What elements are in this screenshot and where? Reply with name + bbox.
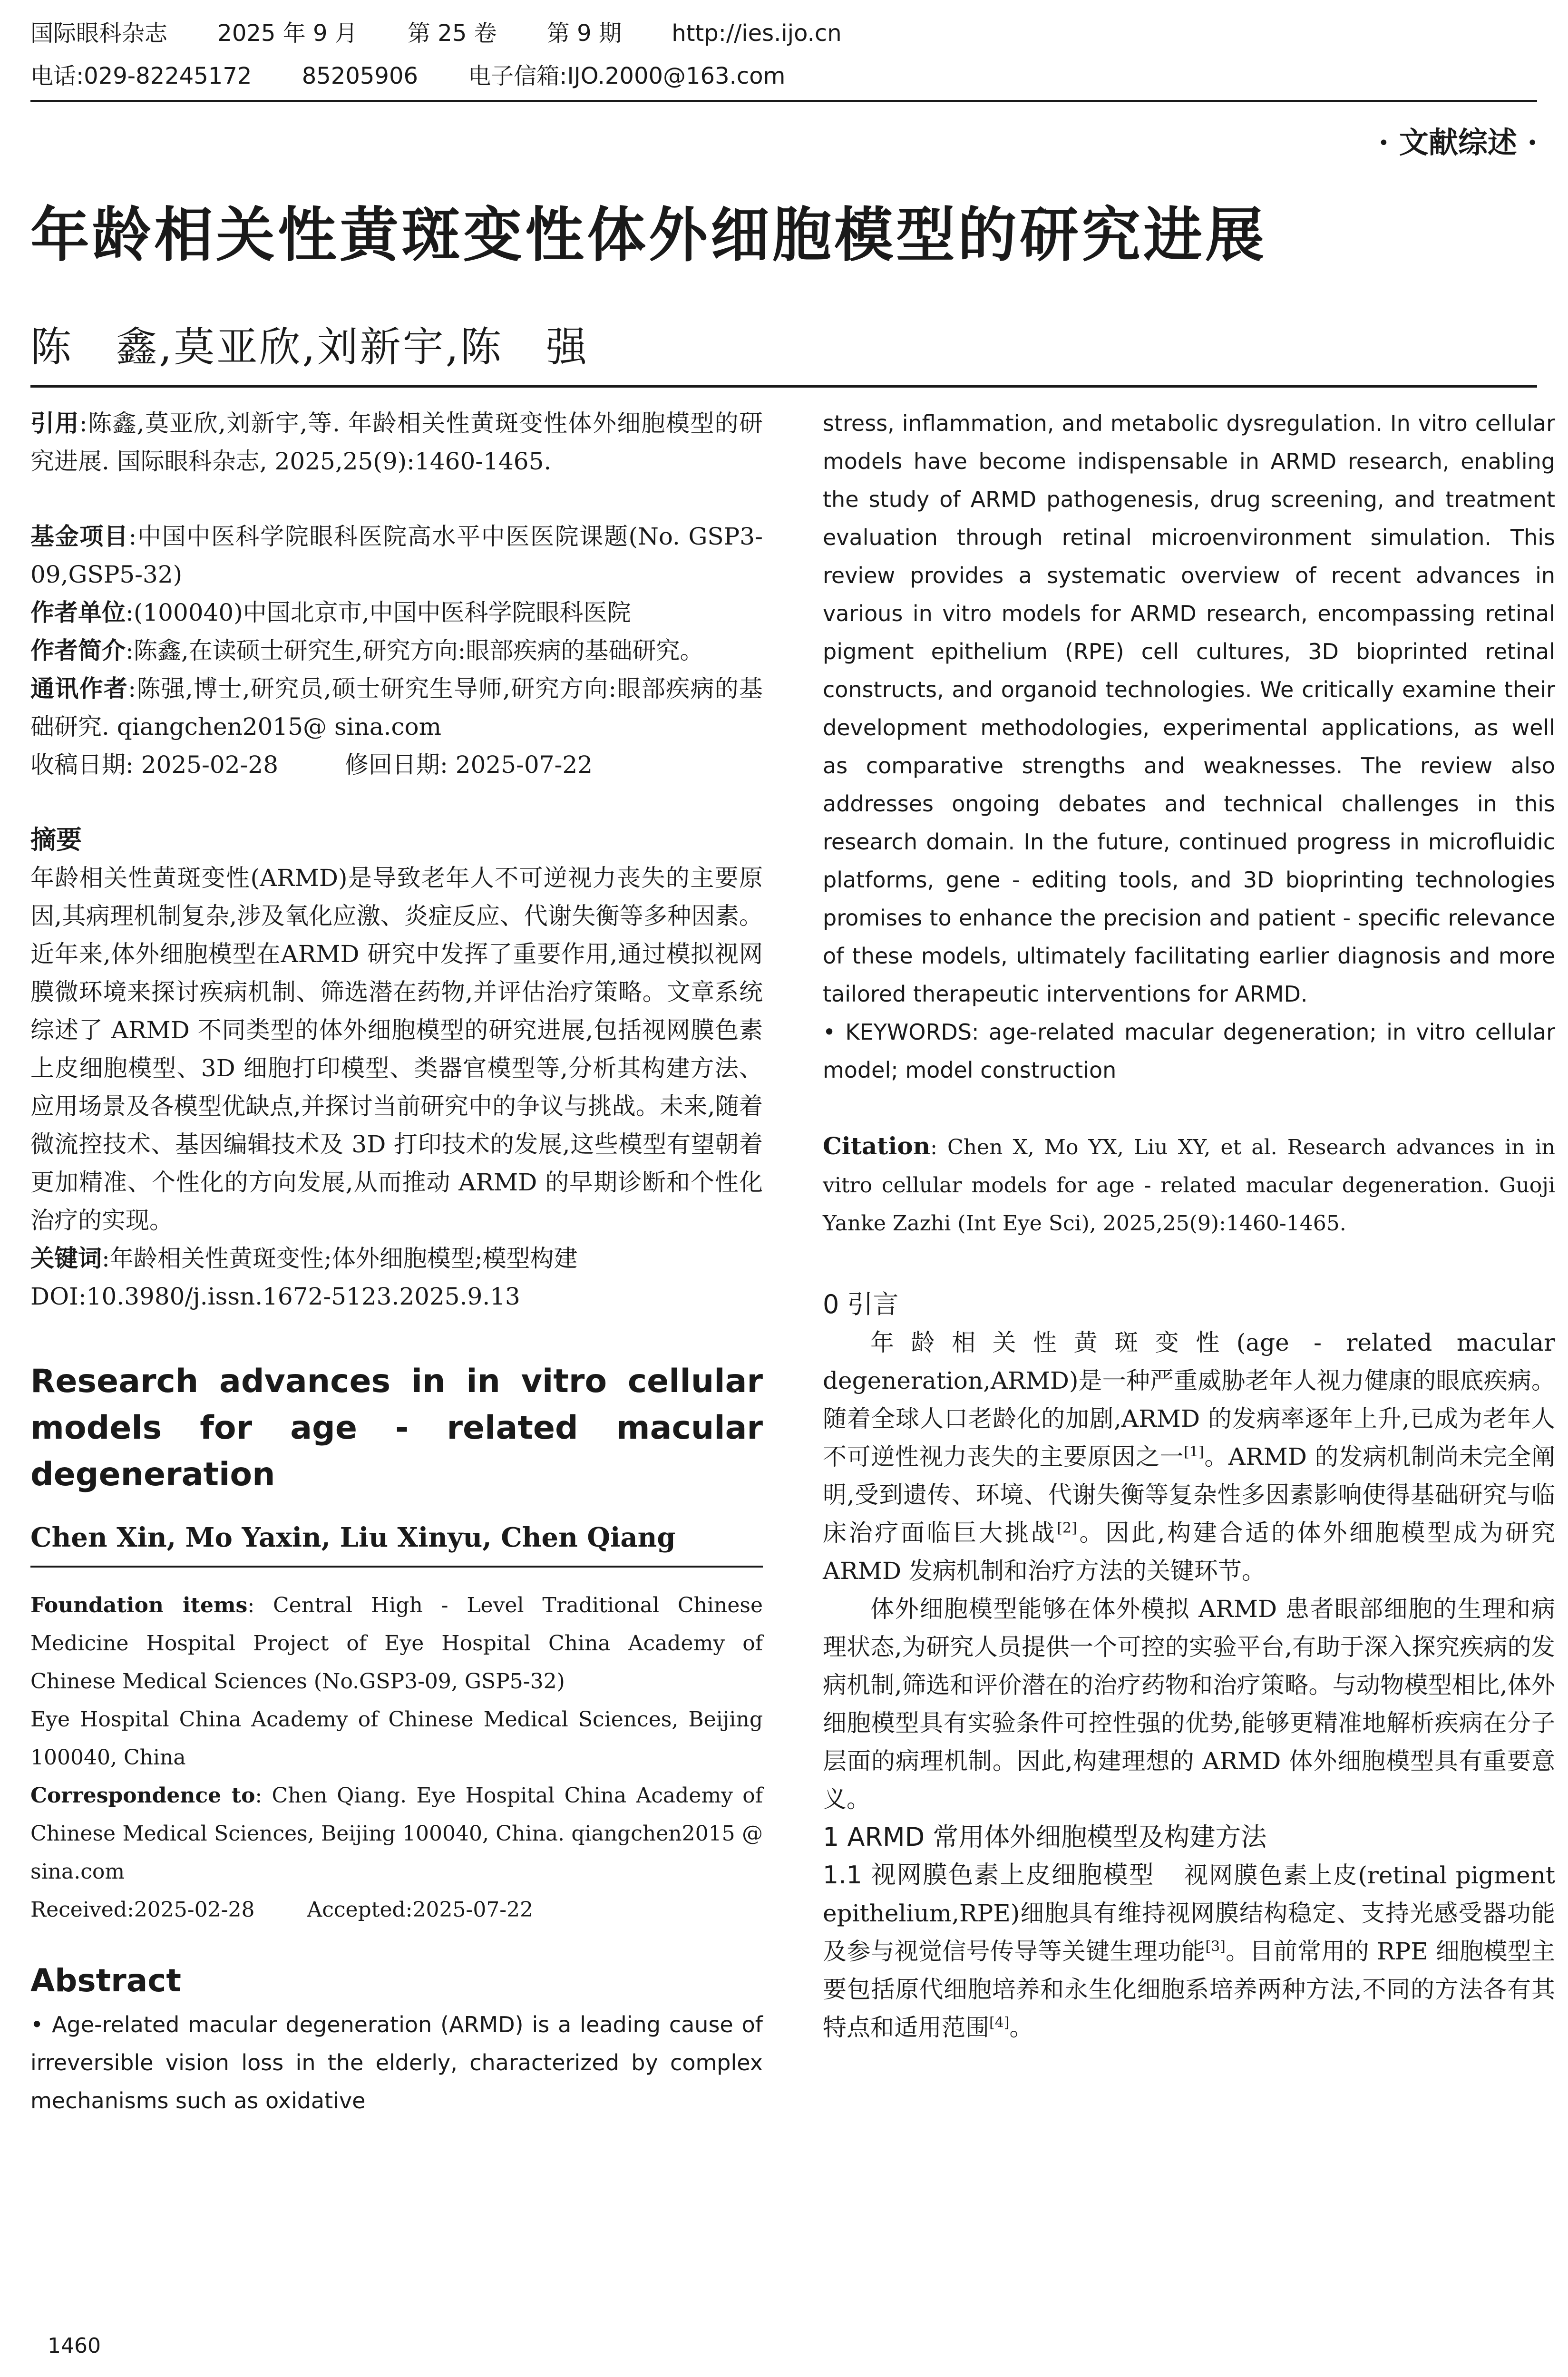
abstract-zh-text: 年龄相关性黄斑变性(ARMD)是导致老年人不可逆视力丧失的主要原因,其病理机制复杂,涉及氧化应激、炎症反应、代谢失衡等多种因素。近年来,体外细胞模型在ARMD 研究中发挥了重要作用,通过模拟视网膜微环境来探讨疾病机制、筛选潜在药物,并评估治疗策略。文章系统综述了 ARMD 不同类型的体外细胞模型的研究进展,包括视网膜色素上皮细胞模型、3D 细胞打印模型、类器官模型等,分析其构建方法、应用场景及各模型优缺点,并探讨当前研究中的争议与挑战。未来,随着微流控技术、基因编辑技术及 3D 打印技术的发展,这些模型有望朝着更加精准、个性化的方向发展,从而推动 ARMD 的早期诊断和个性化治疗的实现。: [30, 864, 763, 1234]
english-title: Research advances in in vitro cellular models for age - related macular degeneration: [30, 1363, 763, 1493]
doi[interactable]: DOI:10.3980/j.issn.1672-5123.2025.9.13: [30, 1283, 520, 1310]
section-1-1: 1.1 视网膜色素上皮细胞模型 视网膜色素上皮(retinal pigment epithelium,RPE)细胞具有维持视网膜结构稳定、支持光感受器功能及参与视觉信号传导等关键生理功能[3]。目前常用的 RPE 细胞模型主要包括原代细胞培养和永生化细胞系培养两种方法,不同的方法各有其特点和适用范围[4]。: [823, 1861, 1556, 2041]
intro-paragraph-2: 体外细胞模型能够在体外模拟 ARMD 患者眼部细胞的生理和病理状态,为研究人员提供一个可控的实验平台,有助于深入探究疾病的发病机制,筛选和评价潜在的治疗药物和治疗策略。与动物模型相比,体外细胞模型具有实验条件可控性强的优势,能够更精准地解析疾病在分子层面的病理机制。因此,构建理想的 ARMD 体外细胞模型具有重要意义。: [823, 1595, 1555, 1813]
citation-zh: 引用:陈鑫,莫亚欣,刘新宇,等. 年龄相关性黄斑变性体外细胞模型的研究进展. 国际眼科杂志, 2025,25(9):1460-1465.: [30, 409, 763, 475]
fund-info: 基金项目:中国中医科学院眼科医院高水平中医医院课题(No. GSP3-09,GSP5-32): [30, 523, 763, 588]
abstract-zh-label: 摘要: [30, 825, 82, 855]
article-title: 年龄相关性黄斑变性体外细胞模型的研究进展: [30, 201, 1267, 270]
author-unit: 作者单位:(100040)中国北京市,中国中医科学院眼科医院: [30, 599, 631, 626]
ref-4[interactable]: [4]: [989, 2014, 1010, 2031]
running-header-line2: [30, 62, 828, 90]
phone: 电话:029-82245172: [30, 63, 252, 89]
abstract-en-start: • Age-related macular degeneration (ARMD) is a leading cause of irreversible vision loss in the elderly, characterized by complex mechanisms such as oxidative: [30, 2012, 763, 2114]
foundation-items: Foundation items: Central High - Level Traditional Chinese Medicine Hospital Project of Eye Hospital China Academy of Chinese Medical Sciences (No.GSP3-09, GSP5-32): [30, 1593, 763, 1694]
journal-name: 国际眼科杂志: [30, 20, 168, 47]
dates-en: Received:2025-02-28 Accepted:2025-07-22: [30, 1898, 534, 1922]
corresponding-author: 通讯作者:陈强,博士,研究员,硕士研究生导师,研究方向:眼部疾病的基础研究. qiangchen2015@ sina.com: [30, 675, 763, 740]
english-authors: Chen Xin, Mo Yaxin, Liu Xinyu, Chen Qiang: [30, 1522, 676, 1553]
intro-paragraph-1: 年龄相关性黄斑变性(age - related macular degeneration,ARMD)是一种严重威胁老年人视力健康的眼底疾病。随着全球人口老龄化的加剧,ARMD 的发病率逐年上升,已成为老年人不可逆性视力丧失的主要原因之一[1]。ARMD 的发病机制尚未完全阐明,受到遗传、环境、代谢失衡等复杂性多因素影响使得基础研究与临床治疗面临巨大挑战[2]。因此,构建合适的体外细胞模型成为研究 ARMD 发病机制和治疗方法的关键环节。: [823, 1329, 1556, 1585]
keywords-zh: 关键词:年龄相关性黄斑变性;体外细胞模型;模型构建: [30, 1245, 578, 1272]
issue: 第 9 期: [546, 20, 622, 47]
section-1-heading: 1 ARMD 常用体外细胞模型及构建方法: [823, 1822, 1267, 1852]
citation-en: Citation: Chen X, Mo YX, Liu XY, et al. Research advances in in vitro cellular models for age - related macular degeneration. Guoji Yanke Zazhi (Int Eye Sci), 2025,25(9):1460-1465.: [823, 1132, 1555, 1236]
correspondence: Correspondence to: Chen Qiang. Eye Hospital China Academy of Chinese Medical Sciences, Beijing 100040, China. qiangchen2015 @ sina.com: [30, 1783, 763, 1884]
running-header-line1: [30, 19, 885, 48]
header-rule: [30, 100, 1537, 102]
author-list: 陈 鑫,莫亚欣,刘新宇,陈 强: [30, 323, 589, 371]
journal-url[interactable]: http://ies.ijo.cn: [672, 20, 842, 47]
page-number: 1460: [48, 2334, 101, 2358]
right-column: [823, 404, 1555, 2046]
author-bio: 作者简介:陈鑫,在读硕士研究生,研究方向:眼部疾病的基础研究。: [30, 637, 704, 664]
email[interactable]: 电子信箱:IJO.2000@163.com: [468, 63, 786, 89]
keywords-en: • KEYWORDS: age-related macular degeneration; in vitro cellular model; model construction: [823, 1019, 1555, 1083]
intro-heading: 0 引言: [823, 1289, 899, 1319]
en-author-rule: [30, 1566, 763, 1568]
ref-2[interactable]: [2]: [1057, 1520, 1077, 1537]
dates-zh: 收稿日期: 2025-02-28 修回日期: 2025-07-22: [30, 751, 593, 779]
left-column: [30, 404, 763, 2120]
affiliation: Eye Hospital China Academy of Chinese Medical Sciences, Beijing 100040, China: [30, 1707, 763, 1770]
ref-1[interactable]: [1]: [1184, 1443, 1204, 1461]
phone-2: 85205906: [302, 63, 419, 89]
volume: 第 25 卷: [408, 20, 497, 47]
abstract-en-continued: stress, inflammation, and metabolic dysregulation. In vitro cellular models have become indispensable in ARMD research, enabling the study of ARMD pathogenesis, drug screening, and treatment evaluation through retinal microenvironment simulation. This review provides a systematic overview of recent advances in various in vitro models for ARMD research, encompassing retinal pigment epithelium (RPE) cell cultures, 3D bioprinted retinal constructs, and organoid technologies. We critically examine their development methodologies, experimental applications, as well as comparative strengths and weaknesses. The review also addresses ongoing debates and technical challenges in this research domain. In the future, continued progress in microfluidic platforms, gene - editing tools, and 3D bioprinting technologies promises to enhance the precision and patient - specific relevance of these models, ultimately facilitating earlier diagnosis and more tailored therapeutic interventions for ARMD.: [823, 410, 1555, 1007]
issue-date: 2025 年 9 月: [217, 20, 358, 47]
section-tag: · 文献综述 ·: [1378, 125, 1538, 160]
abstract-en-title: Abstract: [30, 1962, 181, 1999]
title-rule: [30, 385, 1537, 388]
ref-3[interactable]: [3]: [1205, 1938, 1226, 1955]
